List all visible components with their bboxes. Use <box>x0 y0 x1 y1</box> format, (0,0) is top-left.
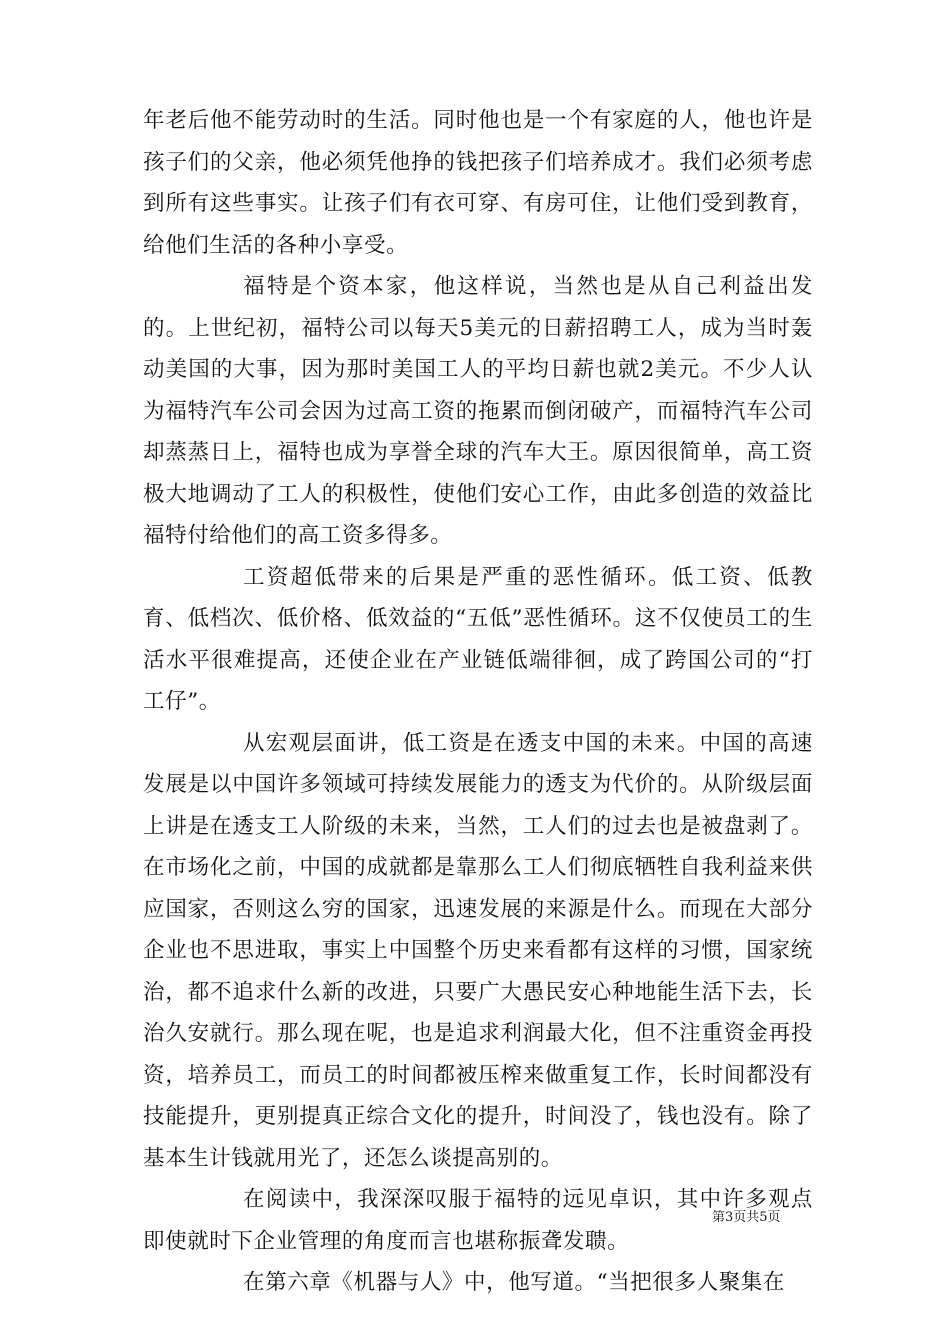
paragraph-6: 在第六章《机器与人》中，他写道。“当把很多人聚集在 <box>243 1270 785 1295</box>
paragraph-4: 从宏观层面讲，低工资是在透支中国的未来。中国的高速发展是以中国许多领域可持续发展能力的透支为代价的。从阶级层面上讲是在透支工人阶级的未来，当然，工人们的过去也是被盘剥了。在市场化之前，中国的成就都是靠那么工人们彻底牺牲自我利益来供应国家，否则这么穷的国家，迅速发展的来源是什么。而现在大部分企业也不思进取，事实上中国整个历史来看都有这样的习惯，国家统治，都不追求什么新的改进，只要广大愚民安心种地能生活下去，长治久安就行。那么现在呢，也是追求利润最大化，但不注重资金再投资，培养员工，而员工的时间都被压榨来做重复工作，长时间都没有技能提升，更别提真正综合文化的提升，时间没了，钱也没有。除了基本生计钱就用光了，还怎么谈提高别的。 <box>143 730 813 1171</box>
paragraph-1: 年老后他不能劳动时的生活。同时他也是一个有家庭的人，他也许是孩子们的父亲，他必须凭他挣的钱把孩子们培养成才。我们必须考虑到所有这些事实。让孩子们有衣可穿、有房可住，让他们受到教育，给他们生活的各种小享受。 <box>143 108 813 258</box>
page-number-footer: 第3页共5页 <box>712 1210 781 1225</box>
paragraph-2: 福特是个资本家，他这样说，当然也是从自己利益出发的。上世纪初，福特公司以每天5美元的日薪招聘工人，成为当时轰动美国的大事，因为那时美国工人的平均日薪也就2美元。不少人认为福特汽车公司会因为过高工资的拖累而倒闭破产，而福特汽车公司却蒸蒸日上，福特也成为享誉全球的汽车大王。原因很简单，高工资极大地调动了工人的积极性，使他们安心工作，由此多创造的效益比福特付给他们的高工资多得多。 <box>143 274 813 548</box>
paragraph-5: 在阅读中，我深深叹服于福特的远见卓识，其中许多观点即使就时下企业管理的角度而言也堪称振聋发聩。 <box>143 1187 813 1254</box>
paragraph-3: 工资超低带来的后果是严重的恶性循环。低工资、低教育、低档次、低价格、低效益的“五低”恶性循环。这不仅使员工的生活水平很难提高，还使企业在产业链低端徘徊，成了跨国公司的“打工仔”。 <box>143 564 813 714</box>
document-body <box>143 100 813 1304</box>
